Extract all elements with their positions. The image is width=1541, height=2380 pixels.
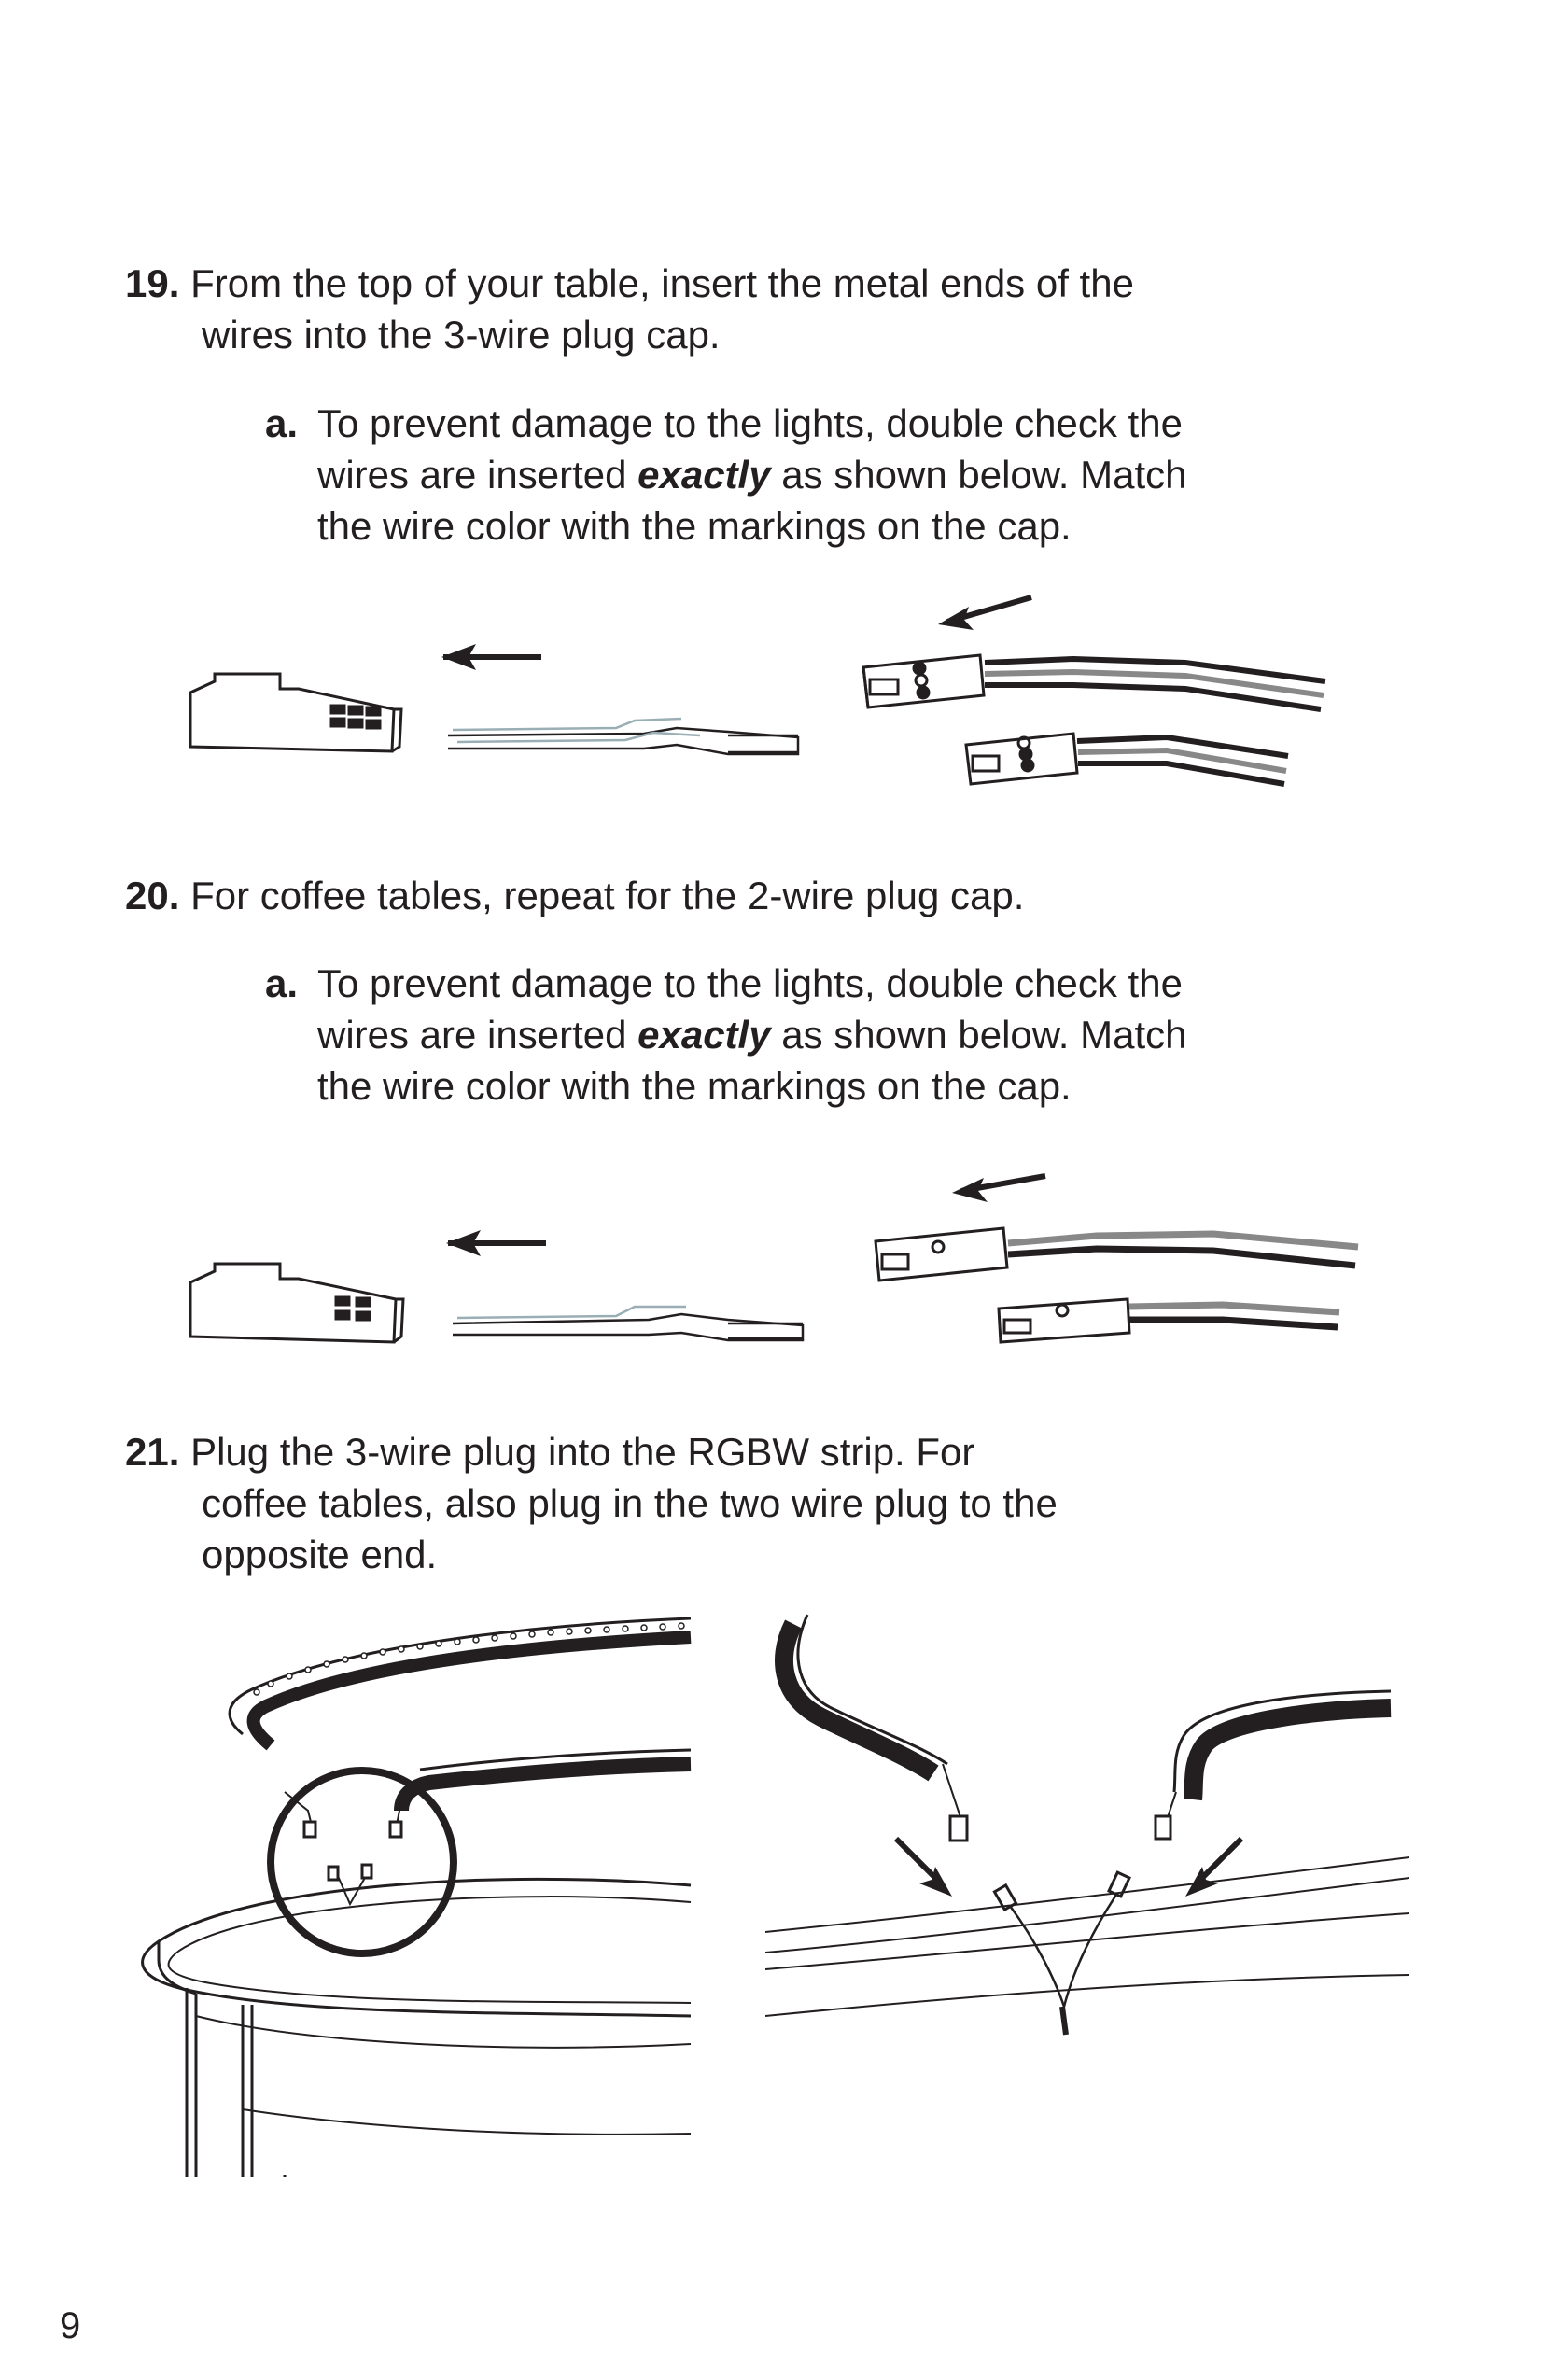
three-wires-top-icon: [985, 659, 1325, 709]
left-arrow-icon: [446, 1230, 546, 1256]
two-wires-top-icon: [1008, 1234, 1358, 1266]
step-number: 20.: [125, 874, 180, 917]
step-19-substep-a: [265, 398, 1187, 552]
step-number: 19.: [125, 261, 180, 305]
substep-line3: the wire color with the markings on the cap.: [317, 1064, 1072, 1108]
down-left-arrow-icon: [1185, 1839, 1241, 1897]
step-text-line2: wires into the 3-wire plug cap.: [202, 313, 721, 357]
substep-line1: To prevent damage to the lights, double check the: [317, 401, 1183, 445]
step-text-line1: For coffee tables, repeat for the 2-wire plug cap.: [190, 874, 1025, 917]
strip-right-end-icon: [1156, 1691, 1391, 1839]
emphasis-exactly: exactly: [637, 1013, 771, 1057]
substep-line2-start: wires are inserted: [317, 453, 638, 497]
step-text-line1: Plug the 3-wire plug into the RGBW strip. For: [190, 1430, 975, 1474]
left-arrow-small-icon: [952, 1176, 1045, 1202]
strip-left-end-icon: [784, 1615, 967, 1841]
magnify-circle-icon: [271, 1771, 454, 1953]
wire-ends-side-icon: [453, 1307, 803, 1340]
table-edge-icon: [765, 1857, 1409, 2016]
step-19: [125, 258, 1134, 360]
three-wire-cap-illustration: [177, 588, 1531, 803]
table-legs-icon: [187, 1988, 691, 2177]
table-with-led-strip-illustration: [121, 1605, 700, 2240]
plug-cap-side-icon: [190, 1264, 403, 1342]
down-right-arrow-icon: [896, 1839, 952, 1897]
three-wire-cap-top-icon: [863, 655, 984, 707]
left-arrow-icon: [441, 644, 541, 670]
page-number: 9: [60, 2305, 81, 2346]
substep-line2-end: as shown below. Match: [770, 1013, 1187, 1057]
substep-line3: the wire color with the markings on the cap.: [317, 504, 1072, 548]
step-number: 21.: [125, 1430, 180, 1474]
two-wire-cap-assembled-icon: [999, 1299, 1339, 1342]
substep-label: a.: [265, 401, 299, 445]
table-top-icon: [143, 1879, 691, 2016]
substep-line1: To prevent damage to the lights, double check the: [317, 961, 1183, 1005]
wire-ends-side-icon: [448, 719, 798, 754]
plug-connector-wires-icon: [994, 1872, 1129, 2035]
step-text-line1: From the top of your table, insert the metal ends of the: [190, 261, 1134, 305]
emphasis-exactly: exactly: [637, 453, 771, 497]
two-wire-cap-illustration: [177, 1157, 1531, 1344]
led-strip-icon: [230, 1618, 691, 1811]
step-text-line2: coffee tables, also plug in the two wire plug to the: [202, 1481, 1058, 1525]
left-arrow-small-icon: [938, 597, 1031, 630]
substep-line2: [265, 1009, 1187, 1060]
plug-cap-side-icon: [190, 674, 401, 751]
two-wire-cap-top-icon: [876, 1228, 1007, 1281]
substep-line2-start: wires are inserted: [317, 1013, 638, 1057]
step-20: [125, 870, 1024, 921]
substep-line2-end: as shown below. Match: [770, 453, 1187, 497]
substep-line2: [265, 449, 1187, 500]
step-20-substep-a: [265, 958, 1187, 1112]
three-wire-cap-assembled-icon: [966, 734, 1288, 784]
plug-connection-illustration: [765, 1605, 1409, 2147]
step-21: [125, 1426, 1058, 1580]
step-text-line3: opposite end.: [202, 1533, 438, 1576]
substep-label: a.: [265, 961, 299, 1005]
